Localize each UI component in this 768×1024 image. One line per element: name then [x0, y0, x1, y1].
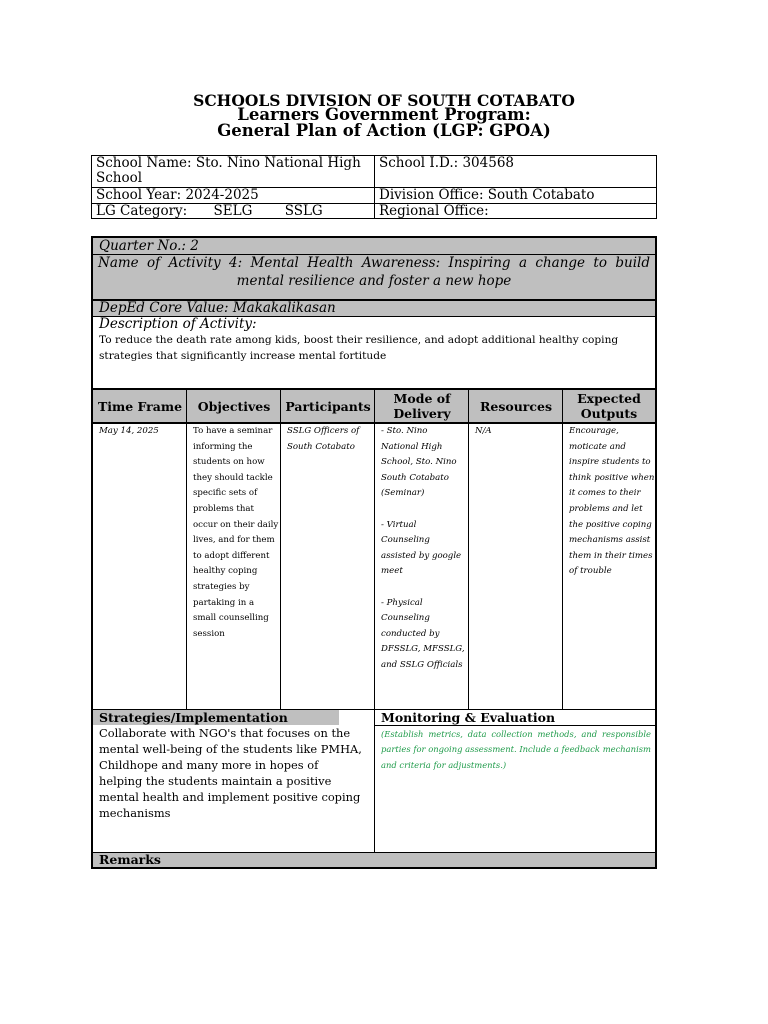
lg-option-sslg: SSLG — [284, 203, 323, 219]
division-office: Division Office: South Cotabato — [379, 187, 595, 203]
monitoring-text: (Establish metrics, data collection methods, and responsible parties for ongoing assessment. Include a feedback mechanism and criteria for adjustments.) — [381, 729, 651, 770]
strategies-label: Strategies/Implementation — [93, 710, 339, 725]
mode-physical: - Physical Counseling conducted by DFSSLG, MFSSLG, and SSLG Officials — [381, 597, 465, 670]
col-time-frame: Time Frame — [97, 398, 183, 414]
school-name: School Name: Sto. Nino National High School — [96, 155, 361, 186]
monitoring-label: Monitoring & Evaluation — [381, 710, 556, 725]
cell-objectives: To have a seminar informing the students on how they should tackle specific sets of problems that occur on their daily lives, and for them to adopt different healthy coping strategies by partaking in a small counselling session — [193, 426, 279, 639]
col-resources: Resources — [480, 398, 552, 414]
strategies-text: Collaborate with NGO's that focuses on the mental well-being of the students like PMHA, Childhope and many more in hopes of helping the students maintain a positive mental health and implement positive coping mechanisms — [99, 726, 362, 820]
remarks-label: Remarks — [93, 853, 655, 867]
cell-resources: N/A — [475, 426, 492, 436]
col-objectives: Objectives — [197, 398, 271, 414]
cell-mode-of-delivery — [381, 424, 467, 674]
description-text: To reduce the death rate among kids, boost their resilience, and adopt additional healthy coping strategies that significantly increase mental fortitude — [99, 334, 619, 362]
cell-participants: SSLG Officers of South Cotabato — [287, 426, 360, 452]
cell-time-frame: May 14, 2025 — [99, 426, 159, 436]
program-title: Learners Government Program: — [237, 105, 531, 124]
school-info-table — [91, 155, 657, 219]
division-title: SCHOOLS DIVISION OF SOUTH COTABATO — [193, 91, 575, 110]
col-mode-of-delivery: Mode of Delivery — [393, 391, 451, 421]
lg-option-selg: SELG — [213, 203, 253, 219]
mode-seminar: - Sto. Nino National High School, Sto. Nino South Cotabato (Seminar) — [381, 426, 457, 499]
lg-category — [92, 204, 374, 219]
plan-title: General Plan of Action (LGP: GPOA) — [217, 121, 551, 140]
mode-virtual: - Virtual Counseling assisted by google meet — [381, 519, 462, 577]
school-id: School I.D.: 304568 — [379, 155, 514, 171]
core-value: DepEd Core Value: Makakalikasan — [93, 301, 655, 317]
quarter-number: Quarter No.: 2 — [93, 238, 655, 255]
cell-expected-outputs: Encourage, moticate and inspire students to think positive when it comes to their problems and let the positive coping mechanisms assist them in their times of trouble — [569, 426, 655, 577]
school-year: School Year: 2024-2025 — [96, 187, 259, 203]
description-label: Description of Activity: — [99, 316, 257, 332]
plan-table — [91, 236, 657, 869]
lg-category-label: LG Category: — [96, 203, 188, 219]
col-participants: Participants — [285, 398, 371, 414]
regional-office: Regional Office: — [379, 203, 489, 219]
col-expected-outputs: Expected Outputs — [577, 391, 641, 421]
activity-name: Name of Activity 4: Mental Health Awareness: Inspiring a change to build mental resilience and foster a new hope — [93, 255, 655, 300]
